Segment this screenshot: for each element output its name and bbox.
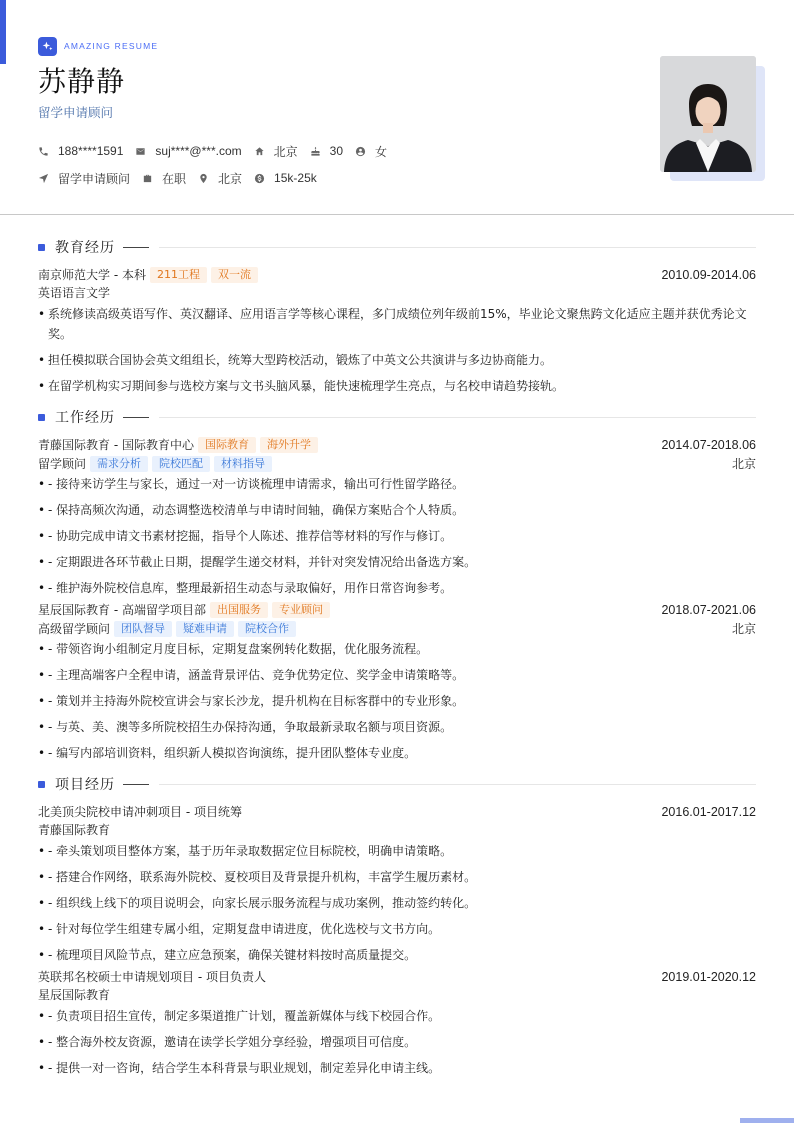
job-bullets (38, 474, 756, 598)
list-item: • - 编写内部培训资料，组织新人模拟咨询演练，提升团队整体专业度。 (38, 743, 756, 763)
projects-section (38, 769, 756, 1078)
resume-header (38, 36, 756, 196)
project-entry (38, 802, 756, 965)
header-divider (0, 214, 794, 215)
status-item (142, 170, 186, 187)
job-date: 2014.07-2018.06 (661, 437, 756, 452)
work-section (38, 402, 756, 763)
section-rule (159, 784, 756, 785)
section-header (38, 769, 756, 799)
education-section (38, 232, 756, 396)
job-entry (38, 600, 756, 763)
location-pin-icon (198, 173, 209, 184)
section-rule-short (123, 784, 149, 785)
list-item: • - 维护海外院校信息库，整理最新招生动态与录取偏好，用作日常咨询参考。 (38, 578, 756, 598)
resume-body (38, 232, 756, 1084)
candidate-title: 留学申请顾问 (38, 105, 114, 120)
education-date: 2010.09-2014.06 (661, 267, 756, 282)
list-item: • - 整合海外校友资源，邀请在读学长学姐分享经验，增强项目可信度。 (38, 1032, 756, 1052)
school-tag: 211工程 (150, 267, 207, 283)
section-rule (159, 247, 756, 248)
list-item: • - 针对每位学生组建专属小组，定期复盘申请进度，优化选校与文书方向。 (38, 919, 756, 939)
list-item: • 系统修读高级英语写作、英汉翻译、应用语言学等核心课程，多门成绩位列年级前15%，毕业论文聚焦跨文化适应主题并获优秀论文奖。 (38, 304, 756, 344)
job-location: 北京 (731, 457, 756, 471)
email-item (135, 144, 241, 158)
briefcase-icon (142, 173, 153, 184)
project-name: 英联邦名校硕士申请规划项目 - 项目负责人 (38, 970, 266, 984)
sparkle-logo-icon (38, 37, 57, 56)
list-item: • - 定期跟进各环节截止日期，提醒学生递交材料，并针对突发情况给出备选方案。 (38, 552, 756, 572)
status-value: 在职 (162, 171, 187, 186)
list-item: • 在留学机构实习期间参与选校方案与文书头脑风暴，能快速梳理学生亮点，与名校申请趋势接轨。 (38, 376, 756, 396)
section-marker (38, 244, 45, 251)
company-name: 星辰国际教育 - 高端留学项目部 (38, 603, 206, 617)
age-value: 30 (329, 144, 343, 158)
email-value: suj****@***.com (155, 144, 242, 158)
home-icon (254, 146, 265, 157)
list-item: • - 带领咨询小组制定月度目标，定期复盘案例转化数据，优化服务流程。 (38, 639, 756, 659)
list-item: • - 策划并主持海外院校宣讲会与家长沙龙，提升机构在目标客群中的专业形象。 (38, 691, 756, 711)
job-location: 北京 (731, 622, 756, 636)
job-header (38, 600, 756, 619)
company-tag: 出国服务 (210, 602, 268, 618)
accent-bar (0, 0, 6, 64)
company-name: 青藤国际教育 - 国际教育中心 (38, 438, 194, 452)
section-title: 教育经历 (55, 240, 115, 256)
list-item: • 担任模拟联合国协会英文组组长，统筹大型跨校活动，锻炼了中英文公共演讲与多边协商能力。 (38, 350, 756, 370)
section-title: 工作经历 (55, 410, 115, 426)
job-role: 高级留学顾问 (38, 622, 111, 636)
list-item: • - 提供一对一咨询，结合学生本科背景与职业规划，制定差异化申请主线。 (38, 1058, 756, 1078)
job-date: 2018.07-2021.06 (661, 602, 756, 617)
cake-icon (310, 146, 321, 157)
section-rule-short (123, 417, 149, 418)
job-role-row (38, 619, 756, 638)
role-tag: 疑难申请 (176, 621, 234, 637)
project-bullets (38, 1006, 756, 1078)
brand (38, 36, 756, 56)
project-org: 青藤国际教育 (38, 823, 111, 837)
project-date: 2016.01-2017.12 (661, 804, 756, 819)
list-item: • - 接待来访学生与家长，通过一对一访谈梳理申请需求，输出可行性留学路径。 (38, 474, 756, 494)
job-bullets (38, 639, 756, 763)
position-item (38, 170, 130, 187)
section-rule-short (123, 247, 149, 248)
phone-item (38, 144, 123, 158)
job-role-row (38, 454, 756, 473)
school-name: 南京师范大学 - 本科 (38, 268, 146, 282)
age-item (310, 144, 343, 158)
section-header (38, 402, 756, 432)
list-item: • - 梳理项目风险节点，建立应急预案，确保关键材料按时高质量提交。 (38, 945, 756, 965)
project-bullets (38, 841, 756, 965)
project-name: 北美顶尖院校申请冲刺项目 - 项目统筹 (38, 805, 242, 819)
list-item: • - 与英、美、澳等多所院校招生办保持沟通，争取最新录取名额与项目资源。 (38, 717, 756, 737)
project-header (38, 802, 756, 821)
salary-item (254, 171, 317, 185)
position-value: 留学申请顾问 (58, 171, 131, 186)
job-role: 留学顾问 (38, 457, 87, 471)
role-tag: 团队督导 (114, 621, 172, 637)
phone-icon (38, 146, 49, 157)
section-rule (159, 417, 756, 418)
section-header (38, 232, 756, 262)
list-item: • - 组织线上线下的项目说明会，向家长展示服务流程与成功案例，推动签约转化。 (38, 893, 756, 913)
contact-row (38, 142, 756, 160)
list-item: • - 搭建合作网络，联系海外院校、夏校项目及背景提升机构，丰富学生履历素材。 (38, 867, 756, 887)
phone-value: 188****1591 (58, 144, 124, 158)
company-tag: 专业顾问 (272, 602, 330, 618)
mail-icon (135, 146, 146, 157)
section-title: 项目经历 (55, 777, 115, 793)
work-city-item (198, 170, 242, 187)
money-icon (254, 173, 265, 184)
city-item (254, 143, 298, 160)
role-tag: 需求分析 (90, 456, 148, 472)
gender-value: 女 (375, 144, 388, 159)
major: 英语语言文学 (38, 286, 111, 300)
project-org: 星辰国际教育 (38, 988, 111, 1002)
role-tag: 材料指导 (214, 456, 272, 472)
role-tag: 院校匹配 (152, 456, 210, 472)
list-item: • - 负责项目招生宣传，制定多渠道推广计划，覆盖新媒体与线下校园合作。 (38, 1006, 756, 1026)
salary-value: 15k-25k (274, 171, 317, 185)
education-entry-header (38, 265, 756, 284)
city-value: 北京 (273, 144, 298, 159)
user-circle-icon (355, 146, 366, 157)
work-city-value: 北京 (218, 171, 243, 186)
project-entry (38, 967, 756, 1078)
company-tag: 国际教育 (198, 437, 256, 453)
profile-photo (660, 56, 766, 182)
list-item: • - 保持高频次沟通，动态调整选校清单与申请时间轴，确保方案贴合个人特质。 (38, 500, 756, 520)
job-entry (38, 435, 756, 598)
list-item: • - 主理高端客户全程申请，涵盖背景评估、竞争优势定位、奖学金申请策略等。 (38, 665, 756, 685)
company-tag: 海外升学 (260, 437, 318, 453)
brand-text: AMAZING RESUME (64, 41, 159, 51)
avatar (660, 56, 756, 172)
section-marker (38, 781, 45, 788)
footer-accent-bar (740, 1118, 794, 1123)
school-tag: 双一流 (211, 267, 258, 283)
project-date: 2019.01-2020.12 (661, 969, 756, 984)
candidate-name: 苏静静 (38, 65, 126, 98)
job-intent-row (38, 169, 756, 187)
section-marker (38, 414, 45, 421)
role-tag: 院校合作 (238, 621, 296, 637)
list-item: • - 协助完成申请文书素材挖掘，指导个人陈述、推荐信等材料的写作与修订。 (38, 526, 756, 546)
gender-item (355, 143, 387, 160)
send-icon (38, 173, 49, 184)
project-header (38, 967, 756, 986)
list-item: • - 牵头策划项目整体方案，基于历年录取数据定位目标院校，明确申请策略。 (38, 841, 756, 861)
job-header (38, 435, 756, 454)
education-bullets (38, 304, 756, 396)
